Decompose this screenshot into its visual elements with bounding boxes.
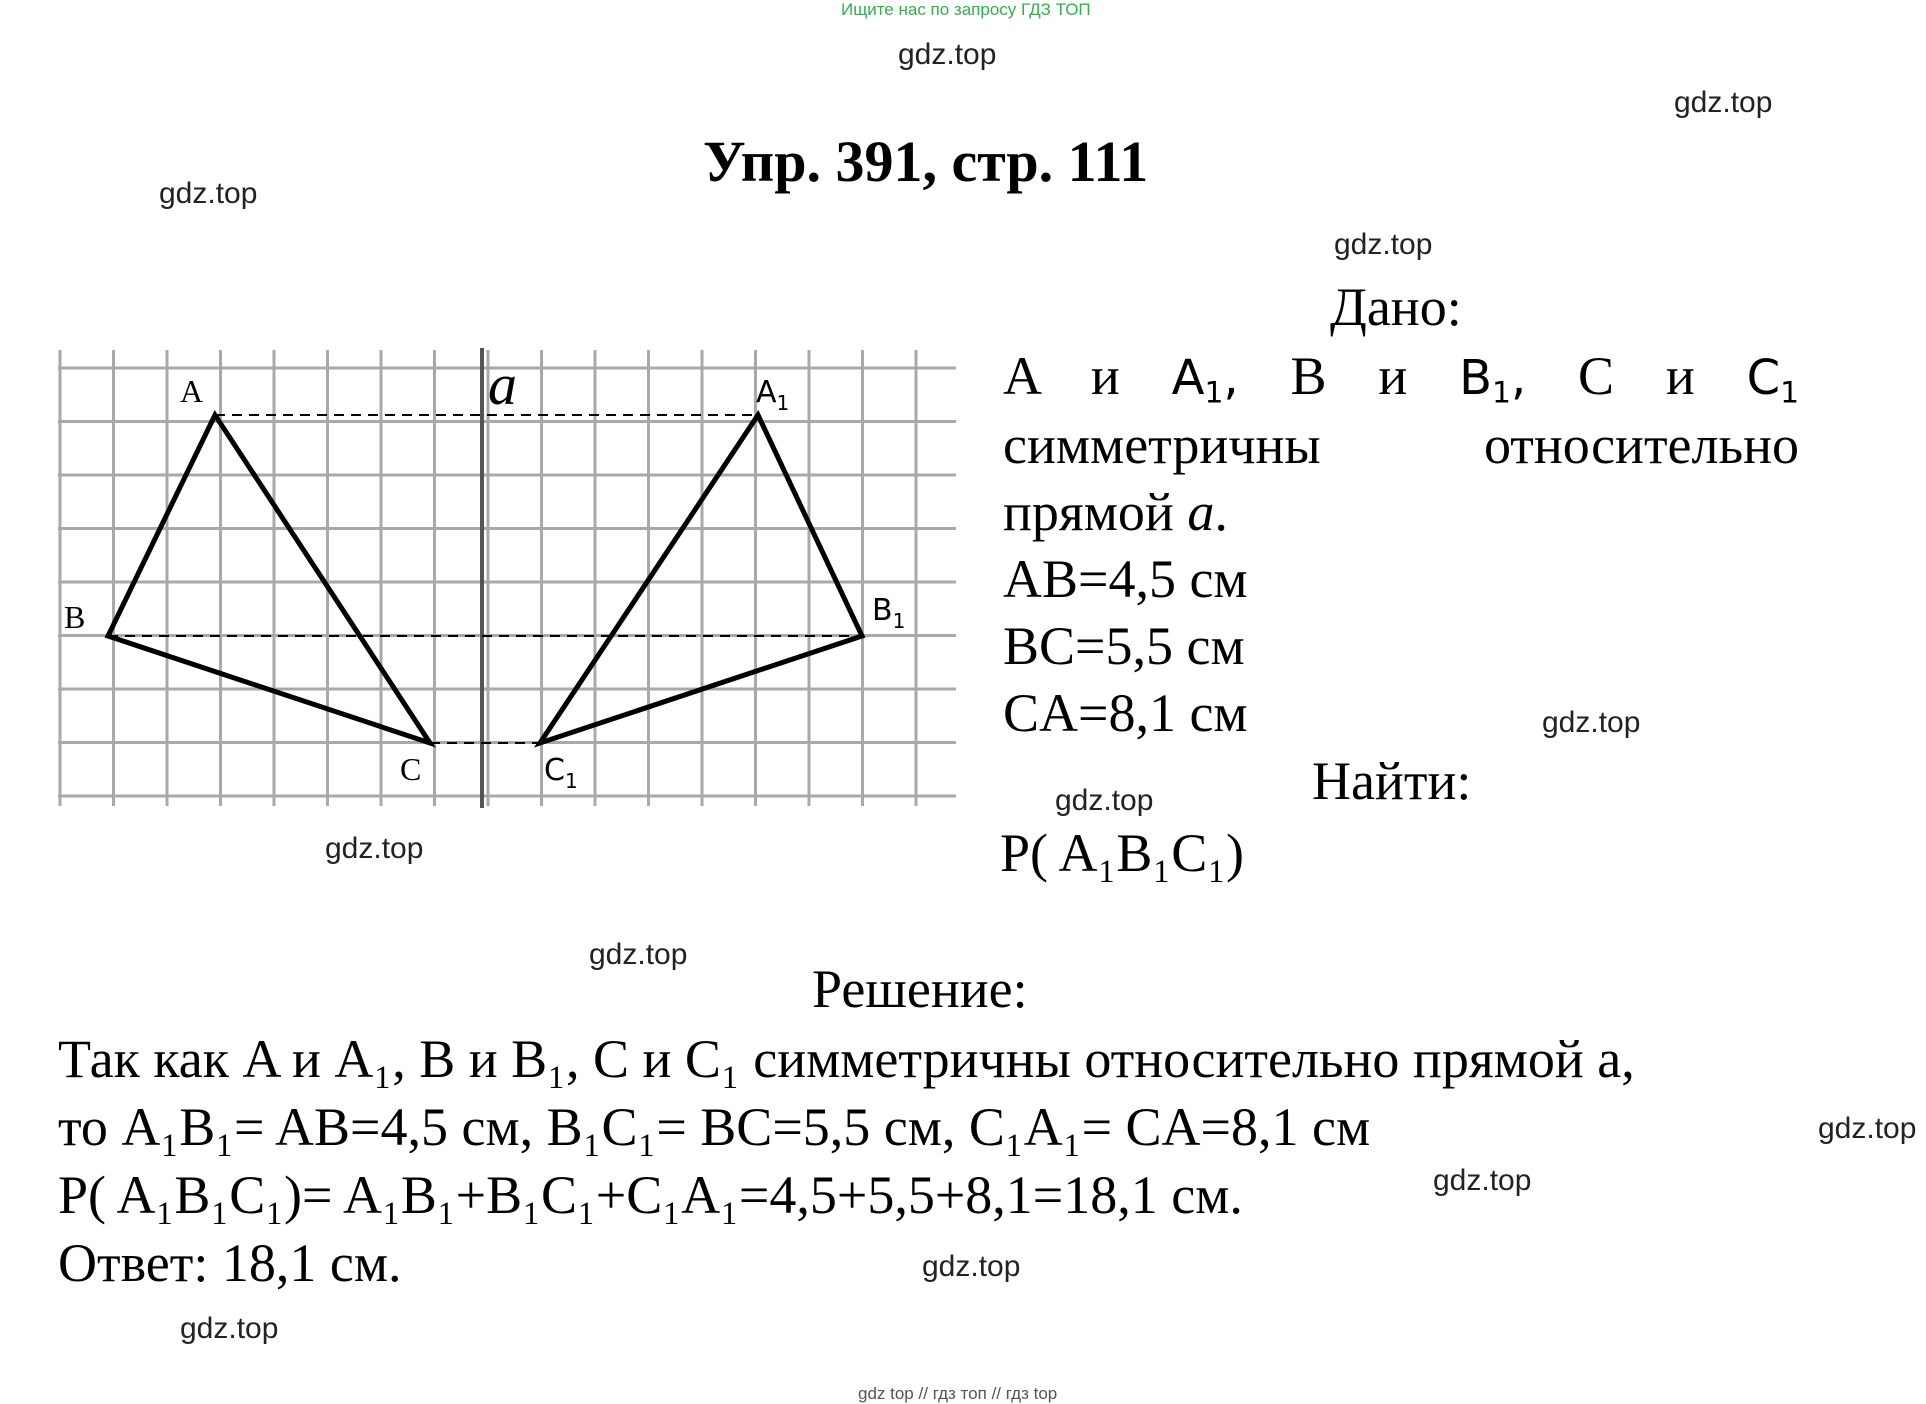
point-label-a1: $A_1$ (756, 375, 790, 415)
given-line-line: прямой a. (1003, 482, 1228, 542)
solution-line-3: P( A₁B₁C₁)= A₁B₁+B₁C₁+C₁A₁=4,5+5,5+8,1=18,1 см. (58, 1165, 1243, 1225)
given-symmetric-line: симметричны относительно (1003, 415, 1799, 475)
point-label-b1: $B_1$ (872, 593, 906, 633)
given-ca: CA=8,1 см (1003, 683, 1248, 743)
watermark: gdz.top (1674, 86, 1773, 119)
given-bc: BC=5,5 см (1003, 616, 1245, 676)
footer-link[interactable]: гдз top (1005, 1384, 1058, 1403)
watermark: gdz.top (325, 832, 424, 865)
answer-line: Ответ: 18,1 см. (58, 1233, 402, 1293)
given-ab: AB=4,5 см (1003, 549, 1248, 609)
point-label-c: C (400, 751, 422, 787)
watermark: gdz.top (1334, 228, 1433, 261)
watermark: gdz.top (898, 38, 997, 71)
solution-line-1: Так как A и A₁, B и B₁, C и C₁ симметричны относительно прямой a, (58, 1029, 1635, 1089)
given-pairs-line: A и $A_1$, B и $B_1$, C и $C_1$ (1003, 346, 1800, 411)
given-heading: Дано: (1330, 277, 1462, 337)
watermark: gdz.top (589, 938, 688, 971)
solution-heading: Решение: (812, 959, 1028, 1019)
given-statement (1003, 343, 1799, 747)
find-expression: P( A₁B₁C₁) (1000, 823, 1245, 883)
point-label-a: A (180, 373, 204, 409)
grid (58, 350, 956, 806)
watermark: gdz.top (180, 1312, 279, 1345)
axis-label-a: a (488, 352, 517, 417)
solution-line-2: то A₁B₁= AB=4,5 см, B₁C₁= BC=5,5 см, C₁A₁= CA=8,1 см (58, 1097, 1371, 1157)
watermark: gdz.top (922, 1250, 1021, 1283)
point-label-c1: $C_1$ (544, 753, 578, 793)
watermark: gdz.top (1433, 1164, 1532, 1197)
top-banner[interactable]: Ищите нас по запросу ГДЗ ТОП (841, 0, 1091, 19)
watermark: gdz.top (1542, 706, 1641, 739)
footer-link[interactable]: gdz top (858, 1384, 914, 1403)
watermark: gdz.top (159, 177, 258, 210)
footer-link[interactable]: гдз топ (932, 1384, 987, 1403)
point-label-b: B (64, 599, 86, 635)
footer-links: gdz top // гдз топ // гдз top (858, 1384, 1058, 1403)
find-heading: Найти: (1312, 751, 1472, 811)
exercise-title: Упр. 391, стр. 111 (703, 129, 1149, 194)
watermark: gdz.top (1055, 784, 1154, 817)
watermark: gdz.top (1818, 1112, 1917, 1145)
